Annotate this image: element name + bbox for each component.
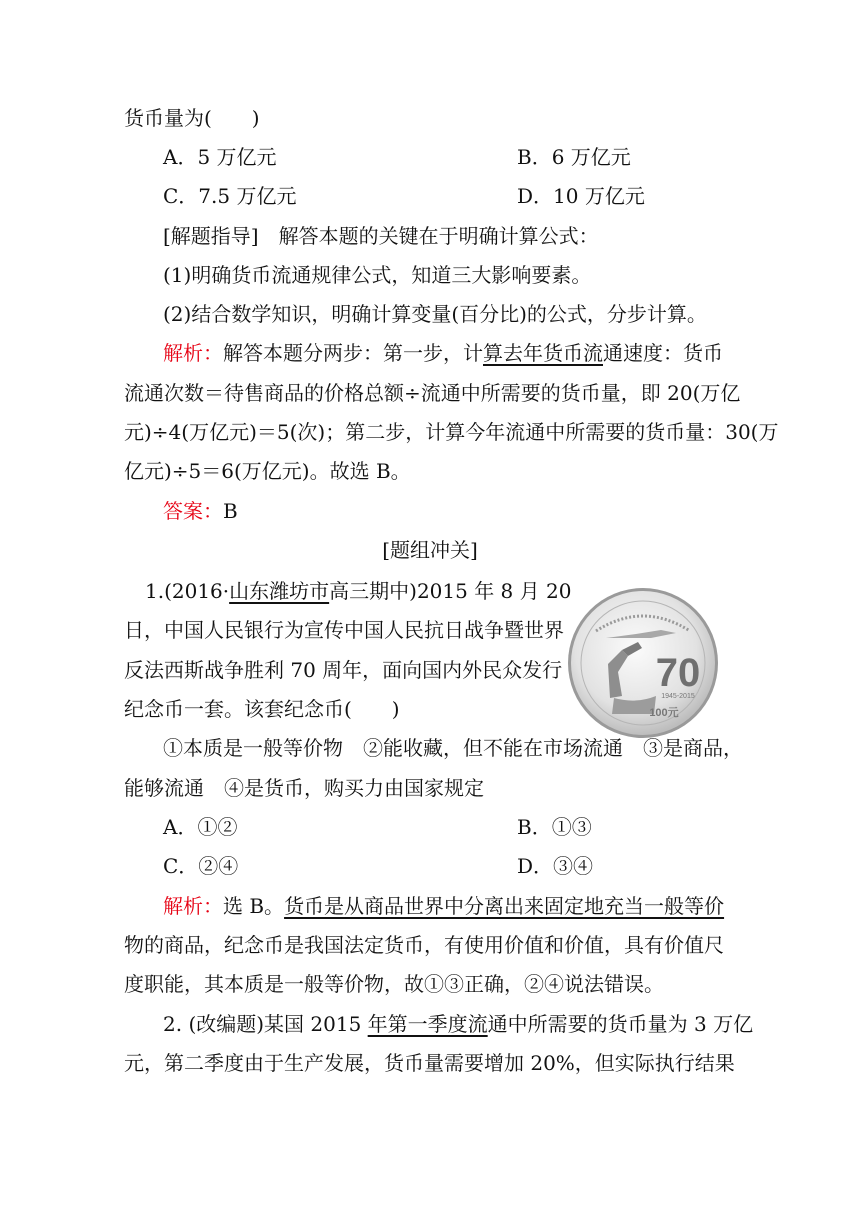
analysis-1-line-2: 流通次数＝待售商品的价格总额÷流通中所需要的货币量，即 20(万亿: [124, 381, 741, 405]
analysis-text: 通速度：货币: [603, 341, 723, 365]
analysis-1-line-4: 亿元)÷5＝6(万亿元)。故选 B。: [124, 459, 411, 483]
guide-point-2: (2)结合数学知识，明确计算变量(百分比)的公式，分步计算。: [163, 302, 707, 326]
q1-line-3: 反法西斯战争胜利 70 周年，面向国内外民众发行: [124, 658, 563, 682]
q1-statements-line-2: 能够流通 ④是货币，购买力由国家规定: [124, 776, 484, 800]
guide-label: [解题指导]: [163, 224, 259, 248]
coin-denomination: 100元: [649, 707, 679, 719]
analysis-2-line-3: 度职能，其本质是一般等价物，故①③正确，②④说法错误。: [124, 972, 664, 996]
q2-text: 通中所需要的货币量为 3 万亿: [487, 1012, 754, 1036]
q1-option-b: B．①③: [517, 815, 592, 839]
q1-statements-line-1: ①本质是一般等价物 ②能收藏，但不能在市场流通 ③是商品，: [163, 736, 743, 760]
coin-years: 1945-2015: [661, 693, 695, 700]
commemorative-coin-image: [566, 586, 720, 740]
analysis-1-line-1: [163, 339, 723, 367]
q1-line-2: 日，中国人民银行为宣传中国人民抗日战争暨世界: [124, 618, 564, 642]
analysis-1-line-3: 元)÷4(万亿元)＝5(次)；第二步，计算今年流通中所需要的货币量：30(万: [124, 420, 779, 444]
guide-line: [163, 222, 599, 250]
q1-source-underlined: 山东潍坊市: [229, 579, 330, 603]
option-d: D．10 万亿元: [517, 184, 645, 208]
q1-option-d: D．③④: [517, 854, 594, 878]
analysis-label: 解析：: [163, 341, 223, 365]
analysis-text: 解答本题分两步：第一步，计: [223, 341, 483, 365]
answer-label: 答案：: [163, 499, 223, 523]
analysis-label: 解析：: [163, 894, 223, 918]
answer-line: [163, 497, 238, 525]
q1-text: 高三期中)2015 年 8 月 20: [329, 579, 572, 603]
question-stem-end: 货币量为( ): [124, 106, 260, 130]
q2-text: 2. (改编题)某国 2015: [163, 1012, 368, 1036]
analysis-2-line-2: 物的商品，纪念币是我国法定货币，有使用价值和价值，具有价值尺: [124, 933, 724, 957]
q2-line-1: [163, 1010, 753, 1038]
section-title: [题组冲关]: [382, 538, 478, 562]
q2-underlined: 年第一季度流: [367, 1012, 488, 1036]
answer-value: B: [223, 499, 238, 523]
q1-line-1: [145, 577, 571, 605]
analysis-2-line-1: [163, 892, 724, 920]
option-a: A．5 万亿元: [163, 145, 277, 169]
q1-option-a: A．①②: [163, 815, 238, 839]
guide-point-1: (1)明确货币流通规律公式，知道三大影响要素。: [163, 263, 592, 287]
q1-option-c: C．②④: [163, 854, 239, 878]
option-b: B．6 万亿元: [517, 145, 631, 169]
guide-text: 解答本题的关键在于明确计算公式：: [258, 224, 599, 248]
analysis-underlined: 算去年货币流: [483, 341, 603, 365]
analysis-underlined: 货币是从商品世界中分离出来固定地充当一般等价: [284, 894, 725, 918]
analysis-text: 选 B。: [223, 894, 285, 918]
q1-line-4: 纪念币一套。该套纪念币( ): [124, 697, 400, 721]
q2-line-2: 元，第二季度由于生产发展，货币量需要增加 20%，但实际执行结果: [124, 1051, 735, 1075]
q1-text: 1.(2016·: [145, 579, 230, 603]
coin-big-number: 70: [655, 651, 701, 695]
option-c: C．7.5 万亿元: [163, 184, 297, 208]
